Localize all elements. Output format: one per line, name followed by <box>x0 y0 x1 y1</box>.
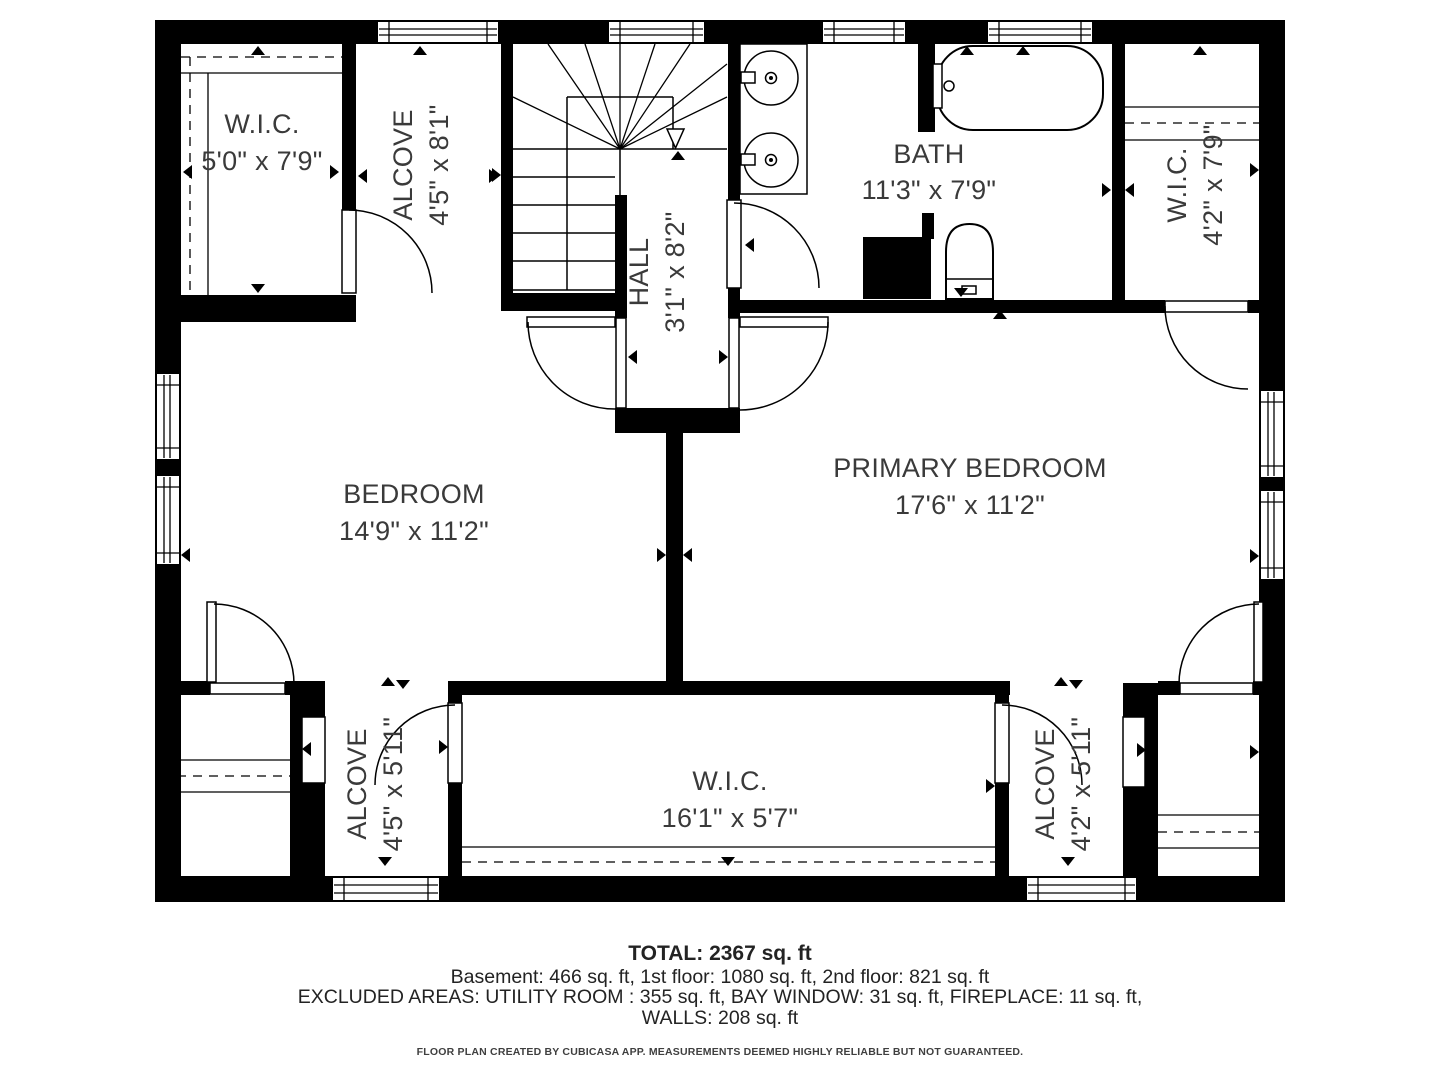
total-area-text: TOTAL: 2367 sq. ft <box>628 942 812 965</box>
floor-areas-text: Basement: 466 sq. ft, 1st floor: 1080 sq. ft, 2nd floor: 821 sq. ft <box>450 966 990 988</box>
label-bath-dims: 11'3" x 7'9" <box>861 175 997 205</box>
window-top-1 <box>377 21 499 43</box>
label-bedroom-name: BEDROOM <box>343 479 485 509</box>
disclaimer-text: FLOOR PLAN CREATED BY CUBICASA APP. MEASUREMENTS DEEMED HIGHLY RELIABLE BUT NOT GUARANTEED. <box>416 1046 1024 1058</box>
excluded-walls-text: WALLS: 208 sq. ft <box>641 1007 799 1029</box>
window-top-2 <box>608 21 705 43</box>
bathtub <box>933 46 1103 130</box>
label-primary-bedroom-dims: 17'6" x 11'2" <box>895 490 1045 520</box>
label-bedroom-dims: 14'9" x 11'2" <box>339 516 489 546</box>
excluded-areas-text: EXCLUDED AREAS: UTILITY ROOM : 355 sq. ft, BAY WINDOW: 31 sq. ft, FIREPLACE: 11 sq. ft, <box>297 986 1143 1008</box>
label-wic-bottom-name: W.I.C. <box>692 766 768 796</box>
window-bottom-1 <box>332 877 440 901</box>
window-bottom-2 <box>1026 877 1137 901</box>
door-bedroom-closet <box>207 602 294 694</box>
label-alcove-bottom-left-dims: 4'5" x 5'11" <box>378 716 408 852</box>
label-alcove-bottom-right-dims: 4'2" x 5'11" <box>1066 716 1096 852</box>
label-alcove-bottom-left-name: ALCOVE <box>342 728 372 840</box>
door-primary-hall <box>729 317 828 410</box>
vanity-double-sink <box>740 44 807 194</box>
door-primary-closet <box>1179 602 1263 694</box>
window-top-4 <box>987 21 1093 43</box>
door-wic-top-right <box>1165 301 1248 389</box>
label-alcove-top-left-dims: 4'5" x 8'1" <box>424 104 454 226</box>
label-alcove-bottom-right-name: ALCOVE <box>1030 728 1060 840</box>
door-wic-top-left <box>342 210 432 293</box>
label-wic-top-right-name: W.I.C. <box>1162 147 1192 223</box>
label-hall-dims: 3'1" x 8'2" <box>660 211 690 333</box>
window-top-3 <box>822 21 906 43</box>
label-hall-name: HALL <box>624 237 654 307</box>
window-left-2 <box>156 475 180 565</box>
label-alcove-top-left-name: ALCOVE <box>388 109 418 221</box>
label-wic-top-left-name: W.I.C. <box>224 109 300 139</box>
toilet <box>946 224 993 299</box>
chimney-block <box>863 213 934 299</box>
label-wic-bottom-dims: 16'1" x 5'7" <box>661 803 799 833</box>
door-bath <box>727 200 819 288</box>
label-wic-top-right-dims: 4'2" x 7'9" <box>1198 124 1228 246</box>
window-right-1 <box>1260 390 1284 478</box>
label-bath-name: BATH <box>893 139 965 169</box>
label-wic-top-left-dims: 5'0" x 7'9" <box>201 146 323 176</box>
window-right-2 <box>1260 490 1284 580</box>
label-primary-bedroom-name: PRIMARY BEDROOM <box>833 453 1107 483</box>
door-bedroom-hall <box>527 317 626 409</box>
window-left-1 <box>156 373 180 460</box>
stairs-down-arrow <box>667 129 684 148</box>
